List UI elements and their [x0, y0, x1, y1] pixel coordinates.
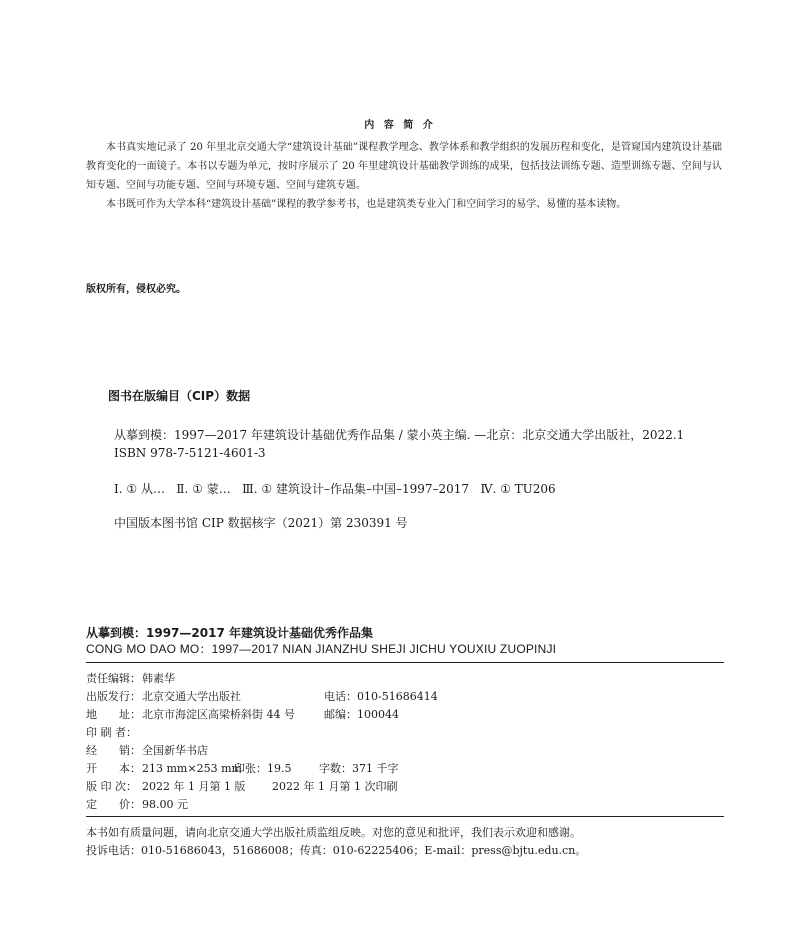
publisher-value: 北京交通大学出版社: [142, 690, 241, 703]
sheets-label: 印张：: [234, 762, 267, 775]
summary-paragraph: 本书既可作为大学本科“建筑设计基础”课程的教学参考书，也是建筑类专业入门和空间学习的易学、易懂的基本读物。: [106, 199, 627, 210]
postcode-value: 100044: [357, 708, 399, 721]
cip-record: 中国版本图书馆 CIP 数据核字（2021）第 230391 号: [114, 516, 408, 530]
edition-value: 2022 年 1 月第 1 版: [142, 780, 246, 793]
words-value: 371 千字: [352, 762, 399, 775]
edition-row: [86, 778, 397, 796]
printer-row: [86, 724, 142, 742]
address-row: [86, 706, 399, 724]
cip-title: 图书在版编目（CIP）数据: [108, 389, 251, 403]
divider: [86, 662, 724, 663]
printing-value: 2022 年 1 月第 1 次印刷: [272, 780, 398, 793]
editor-label: 责任编辑：: [86, 672, 141, 685]
phone-value: 010-51686414: [357, 690, 438, 703]
editor-row: [86, 670, 175, 688]
format-label: 开 本：: [86, 762, 141, 775]
book-title-en: CONG MO DAO MO：1997—2017 NIAN JIANZHU SHEJI JICHU YOUXIU ZUOPINJI: [86, 642, 557, 656]
phone-label: 电话：: [324, 690, 357, 703]
book-title-cn: 从摹到模：1997—2017 年建筑设计基础优秀作品集: [86, 626, 373, 640]
printer-label: 印 刷 者：: [86, 726, 137, 739]
publisher-label: 出版发行：: [86, 690, 141, 703]
address-label: 地 址：: [86, 708, 141, 721]
format-value: 213 mm×253 mm: [142, 762, 242, 775]
sheets-value: 19.5: [267, 762, 292, 775]
price-label: 定 价：: [86, 798, 141, 811]
format-row: [86, 760, 399, 778]
contact-info: 投诉电话：010-51686043，51686008；传真：010-62225406；E-mail：press@bjtu.edu.cn。: [86, 844, 587, 857]
publisher-row: [86, 688, 438, 706]
cip-classification: Ⅰ. ① 从… Ⅱ. ① 蒙… Ⅲ. ① 建筑设计–作品集–中国–1997–2017 Ⅳ. ① TU206: [114, 482, 556, 496]
cip-citation: 从摹到模：1997—2017 年建筑设计基础优秀作品集 / 蒙小英主编. —北京：北京交通大学出版社，2022.1: [114, 428, 685, 442]
address-value: 北京市海淀区高梁桥斜街 44 号: [142, 708, 295, 721]
editor-value: 韩素华: [142, 672, 175, 685]
postcode-label: 邮编：: [324, 708, 357, 721]
price-row: [86, 796, 188, 814]
cip-isbn: ISBN 978-7-5121-4601-3: [114, 446, 266, 460]
distributor-label: 经 销：: [86, 744, 141, 757]
price-value: 98.00 元: [142, 798, 188, 811]
rights-notice: 版权所有，侵权必究。: [86, 284, 186, 295]
words-label: 字数：: [319, 762, 352, 775]
distributor-value: 全国新华书店: [142, 744, 208, 757]
divider: [86, 816, 724, 817]
summary-paragraph: 本书真实地记录了 20 年里北京交通大学“建筑设计基础”课程教学理念、教学体系和教学组织的发展历程和变化，是管窥国内建筑设计基础教育变化的一面镜子。本书以专题为单元，按时序展示了 20 年里建筑设计基础教学训练的成果，包括技法训练专题、造型训练专题、空间与认知专题、空间与功能专题、空间与环境专题、空间与建筑专题。: [86, 142, 722, 191]
quality-notice: 本书如有质量问题，请向北京交通大学出版社质监组反映。对您的意见和批评，我们表示欢迎和感谢。: [86, 826, 581, 839]
distributor-row: [86, 742, 208, 760]
edition-label: 版 印 次：: [86, 780, 137, 793]
summary-title: 内 容 简 介: [364, 120, 436, 131]
summary-text: [86, 138, 722, 214]
